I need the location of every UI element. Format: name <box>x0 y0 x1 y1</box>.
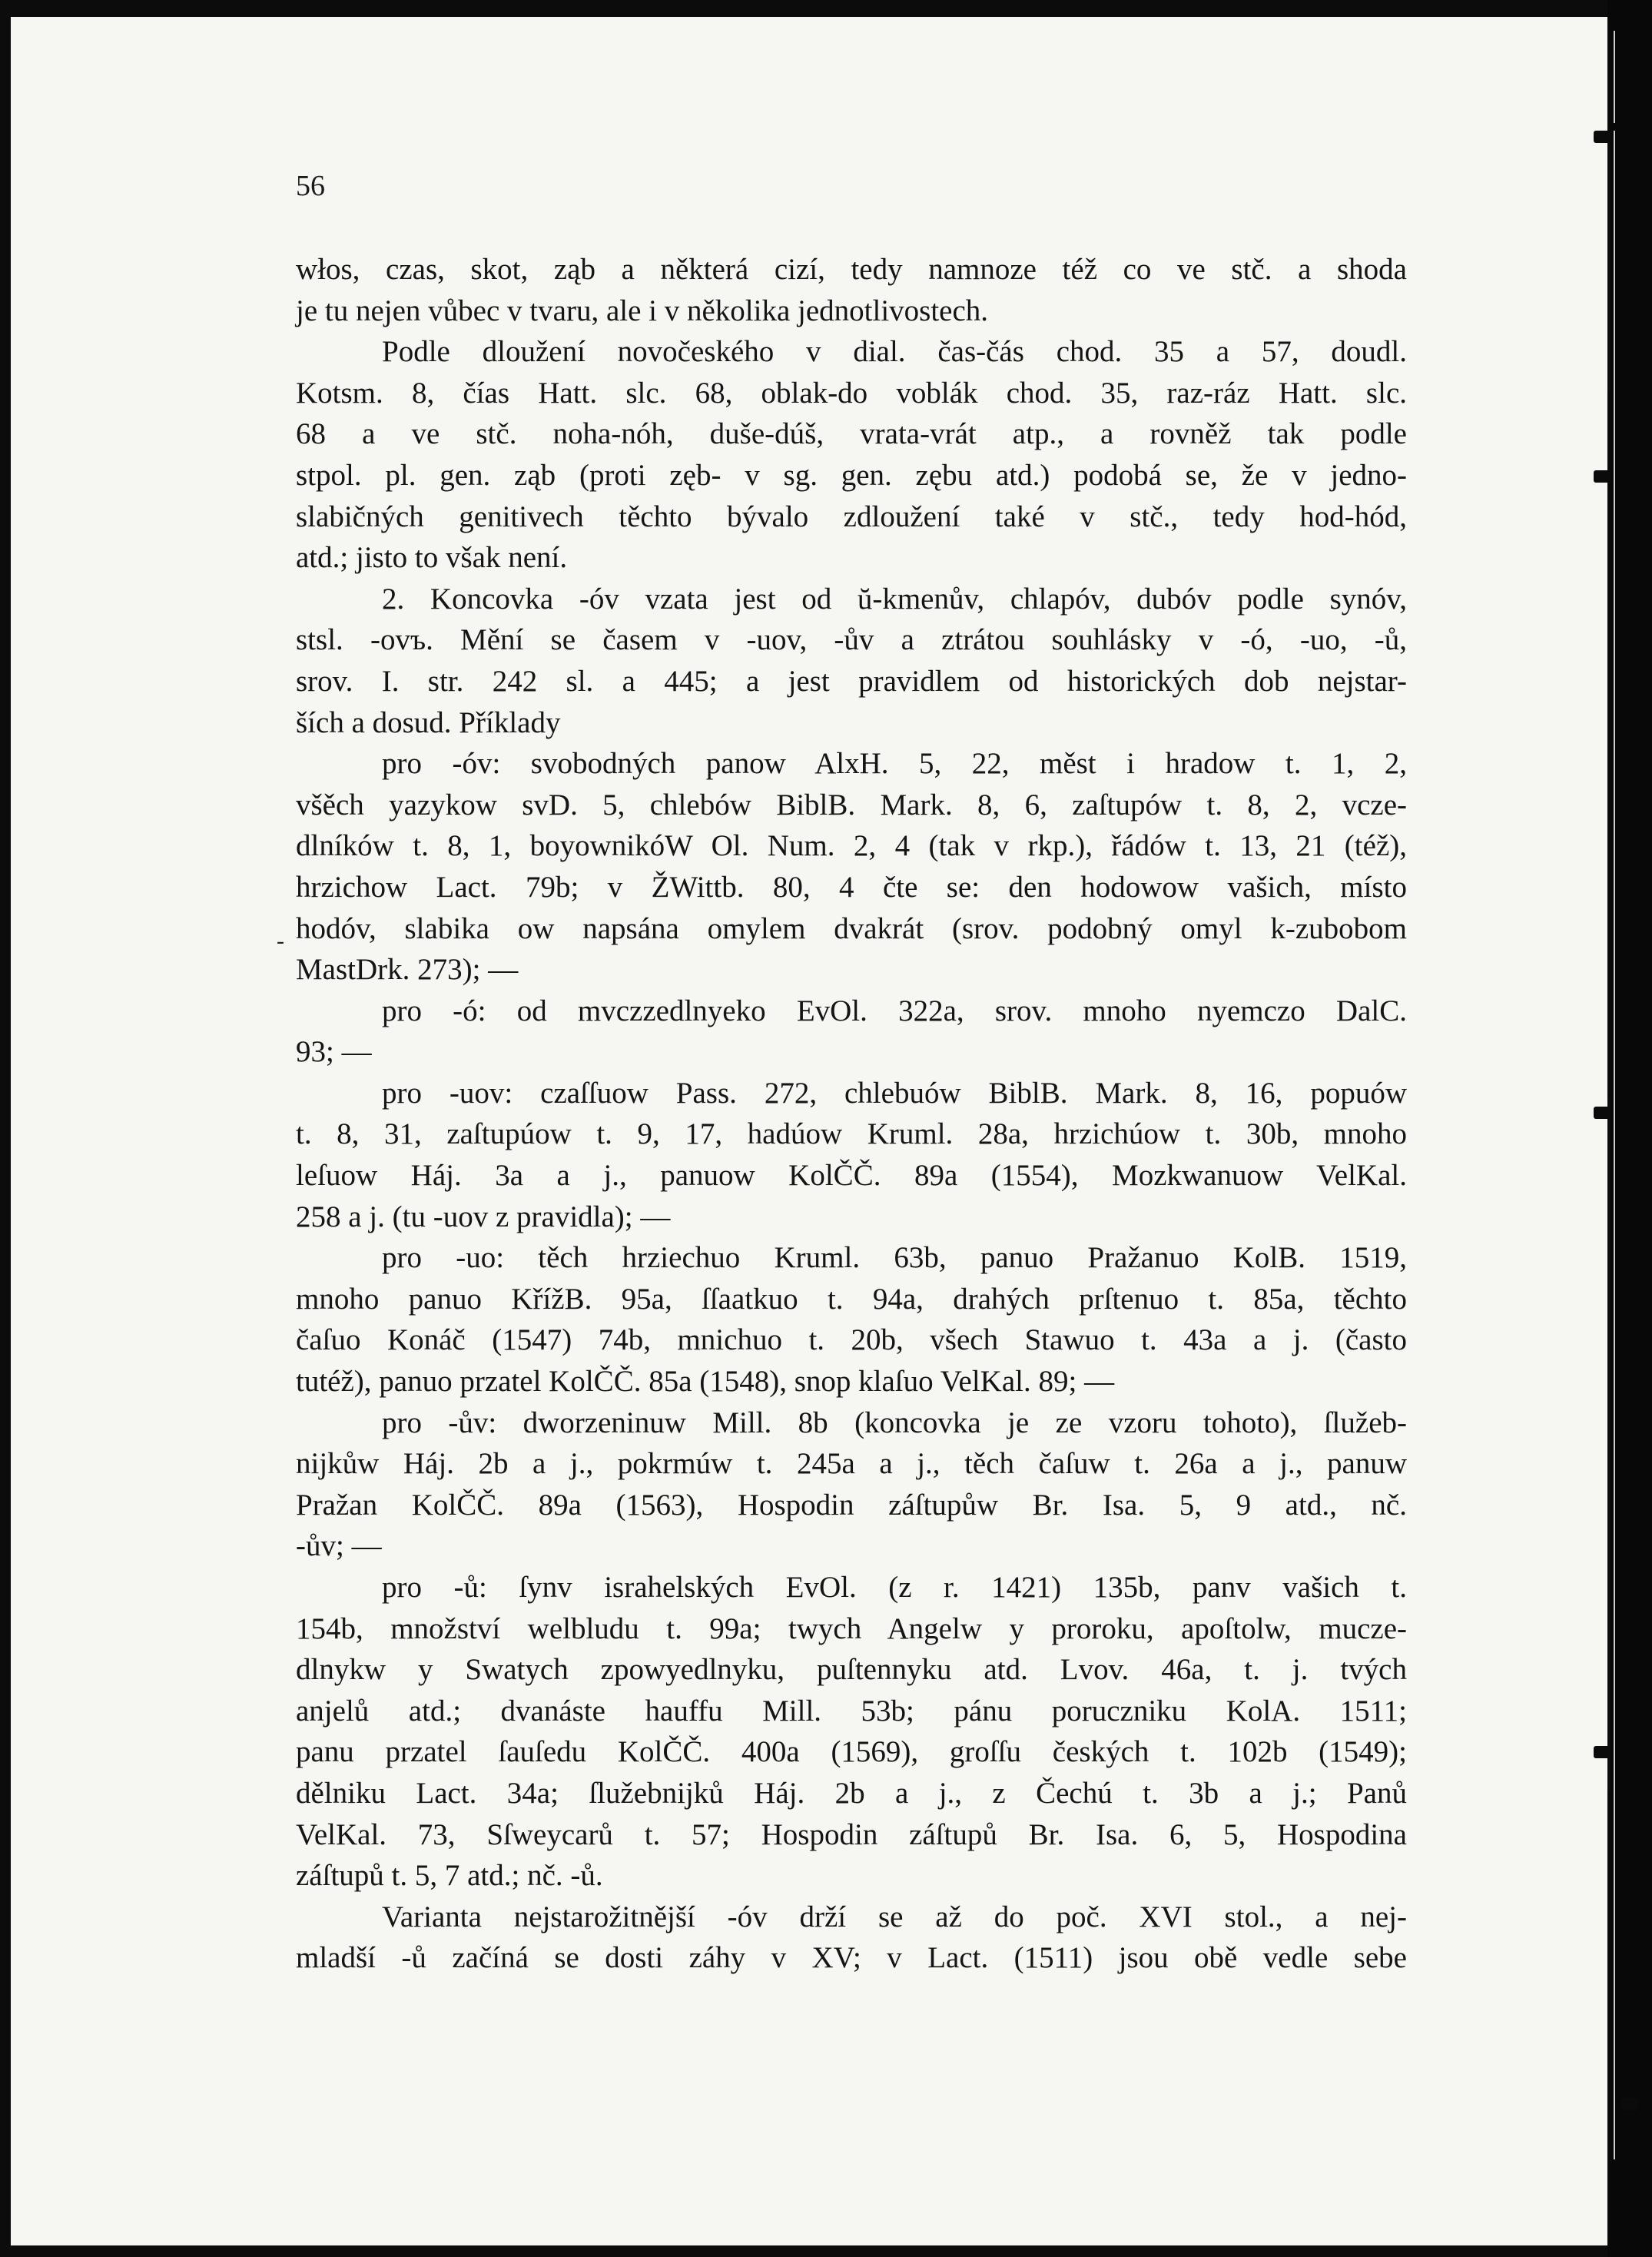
text-line: panu przatel ſauſedu KolČČ. 400a (1569), groſſu českých t. 102b (1549); <box>296 1735 1407 1769</box>
text-line: hodóv, slabika ow napsána omylem dvakrát (srov. podobný omyl k-zubobom <box>296 911 1407 945</box>
spine-notch <box>1594 1107 1611 1119</box>
text-line: pro -ův: dworzeninuw Mill. 8b (koncovka je ze vzoru tohoto), ſlužeb- <box>382 1406 1407 1439</box>
spine-notch <box>1594 131 1611 143</box>
text-line: pro -óv: svobodných panow AlxH. 5, 22, měst i hradow t. 1, 2, <box>382 747 1407 781</box>
text-line: pro -uo: těch hrziechuo Kruml. 63b, panuo Pražanuo KolB. 1519, <box>382 1241 1407 1275</box>
spine-page-edge-upper <box>1598 138 1611 392</box>
text-line: włos, czas, skot, ząb a některá cizí, tedy namnoze též co ve stč. a shoda <box>296 253 1407 286</box>
text-line: dlnykw y Swatych zpowyedlnyku, puſtennyku atd. Lvov. 46a, t. j. tvých <box>296 1653 1407 1687</box>
text-line: je tu nejen vůbec v tvaru, ale i v několika jednotlivostech. <box>296 294 989 327</box>
text-line: srov. I. str. 242 sl. a 445; a jest pravidlem od historických dob nejstar- <box>296 664 1407 698</box>
text-line: ších a dosud. Příklady <box>296 705 561 739</box>
text-line: mladší -ů začíná se dosti záhy v XV; v Lact. (1511) jsou obě vedle sebe <box>296 1941 1407 1975</box>
text-line: nijkůw Háj. 2b a j., pokrmúw t. 245a a j., těch čaſuw t. 26a a j., panuw <box>296 1447 1407 1481</box>
text-line: záſtupů t. 5, 7 atd.; nč. -ů. <box>296 1859 603 1893</box>
body-text <box>296 249 1407 1979</box>
text-line: 93; — <box>296 1035 372 1069</box>
text-line: mnoho panuo KřížB. 95a, ſſaatkuo t. 94a, drahých prſtenuo t. 85a, těchto <box>296 1282 1407 1316</box>
spine-page-edge-lower <box>1598 1099 1611 1791</box>
text-line: stsl. -ovъ. Mění se časem v -uov, -ův a ztrátou souhlásky v -ó, -uo, -ů, <box>296 623 1407 657</box>
text-line: čaſuo Konáč (1547) 74b, mnichuo t. 20b, všech Stawuo t. 43a a j. (často <box>296 1323 1407 1357</box>
text-line: Kotsm. 8, čías Hatt. slc. 68, oblak-do voblák chod. 35, raz-ráz Hatt. slc. <box>296 376 1407 410</box>
text-line: tutéž), panuo przatel KolČČ. 85a (1548), snop klaſuo VelKal. 89; — <box>296 1365 1115 1399</box>
page-number: 56 <box>296 170 325 202</box>
text-line: 68 a ve stč. noha-nóh, duše-dúš, vrata-vrát atp., a rovněž tak podle <box>296 417 1407 451</box>
spine-notch <box>1594 1746 1611 1758</box>
text-line: dělniku Lact. 34a; ſlužebnijků Háj. 2b a j., z Čechú t. 3b a j.; Panů <box>296 1776 1407 1810</box>
spine-thread-upper <box>1614 31 1615 123</box>
text-line: pro -ó: od mvczzedlnyeko EvOl. 322a, srov. mnoho nyemczo DalC. <box>382 994 1407 1027</box>
text-line: anjelů atd.; dvanáste hauffu Mill. 53b; pánu poruczniku KolA. 1511; <box>296 1694 1407 1728</box>
text-line: t. 8, 31, zaſtupúow t. 9, 17, hadúow Kruml. 28a, hrzichúow t. 30b, mnoho <box>296 1117 1407 1151</box>
text-line: Varianta nejstarožitnější -óv drží se až do poč. XVI stol., a nej- <box>382 1900 1407 1933</box>
spine-thread <box>1614 131 1615 2159</box>
text-line: -ův; — <box>296 1529 382 1563</box>
text-line: Pražan KolČČ. 89a (1563), Hospodin záſtupůw Br. Isa. 5, 9 atd., nč. <box>296 1488 1407 1522</box>
text-line: atd.; jisto to však není. <box>296 541 568 575</box>
text-line: 2. Koncovka -óv vzata jest od ŭ-kmenův, chlapóv, dubóv podle synóv, <box>382 582 1407 616</box>
spine-notch <box>1621 2098 1638 2110</box>
text-line: Podle dloužení novočeského v dial. čas-čás chod. 35 a 57, doudl. <box>382 335 1407 369</box>
text-line: leſuow Háj. 3a a j., panuow KolČČ. 89a (1554), Mozkwanuow VelKal. <box>296 1159 1407 1193</box>
text-line: dlníków t. 8, 1, boyownikóW Ol. Num. 2, 4 (tak v rkp.), řádów t. 13, 21 (též), <box>296 829 1407 863</box>
text-line: VelKal. 73, Sſweycarů t. 57; Hospodin záſtupů Br. Isa. 6, 5, Hospodina <box>296 1817 1407 1851</box>
text-line: hrzichow Lact. 79b; v ŽWittb. 80, 4 čte se: den hodowow vašich, místo <box>296 870 1407 904</box>
text-line: pro -ů: ſynv israhelských EvOl. (z r. 1421) 135b, panv vašich t. <box>382 1571 1407 1604</box>
text-line: 258 a j. (tu -uov z pravidla); — <box>296 1200 671 1233</box>
text-line: všěch yazykow svD. 5, chlebów BiblB. Mark. 8, 6, zaſtupów t. 8, 2, vcze- <box>296 788 1407 821</box>
text-line: pro -uov: czaſſuow Pass. 272, chlebuów BiblB. Mark. 8, 16, popuów <box>382 1076 1407 1110</box>
text-line: stpol. pl. gen. ząb (proti zęb- v sg. gen. zębu atd.) podobá se, že v jedno- <box>296 458 1407 492</box>
margin-mark: - <box>277 928 284 954</box>
spine-notch <box>1594 470 1611 483</box>
text-line: 154b, množství welbludu t. 99a; twych Angelw y proroku, apoſtolw, mucze- <box>296 1611 1407 1645</box>
text-line: slabičných genitivech těchto bývalo zdloužení také v stč., tedy hod-hód, <box>296 500 1407 533</box>
text-line: MastDrk. 273); — <box>296 953 519 987</box>
